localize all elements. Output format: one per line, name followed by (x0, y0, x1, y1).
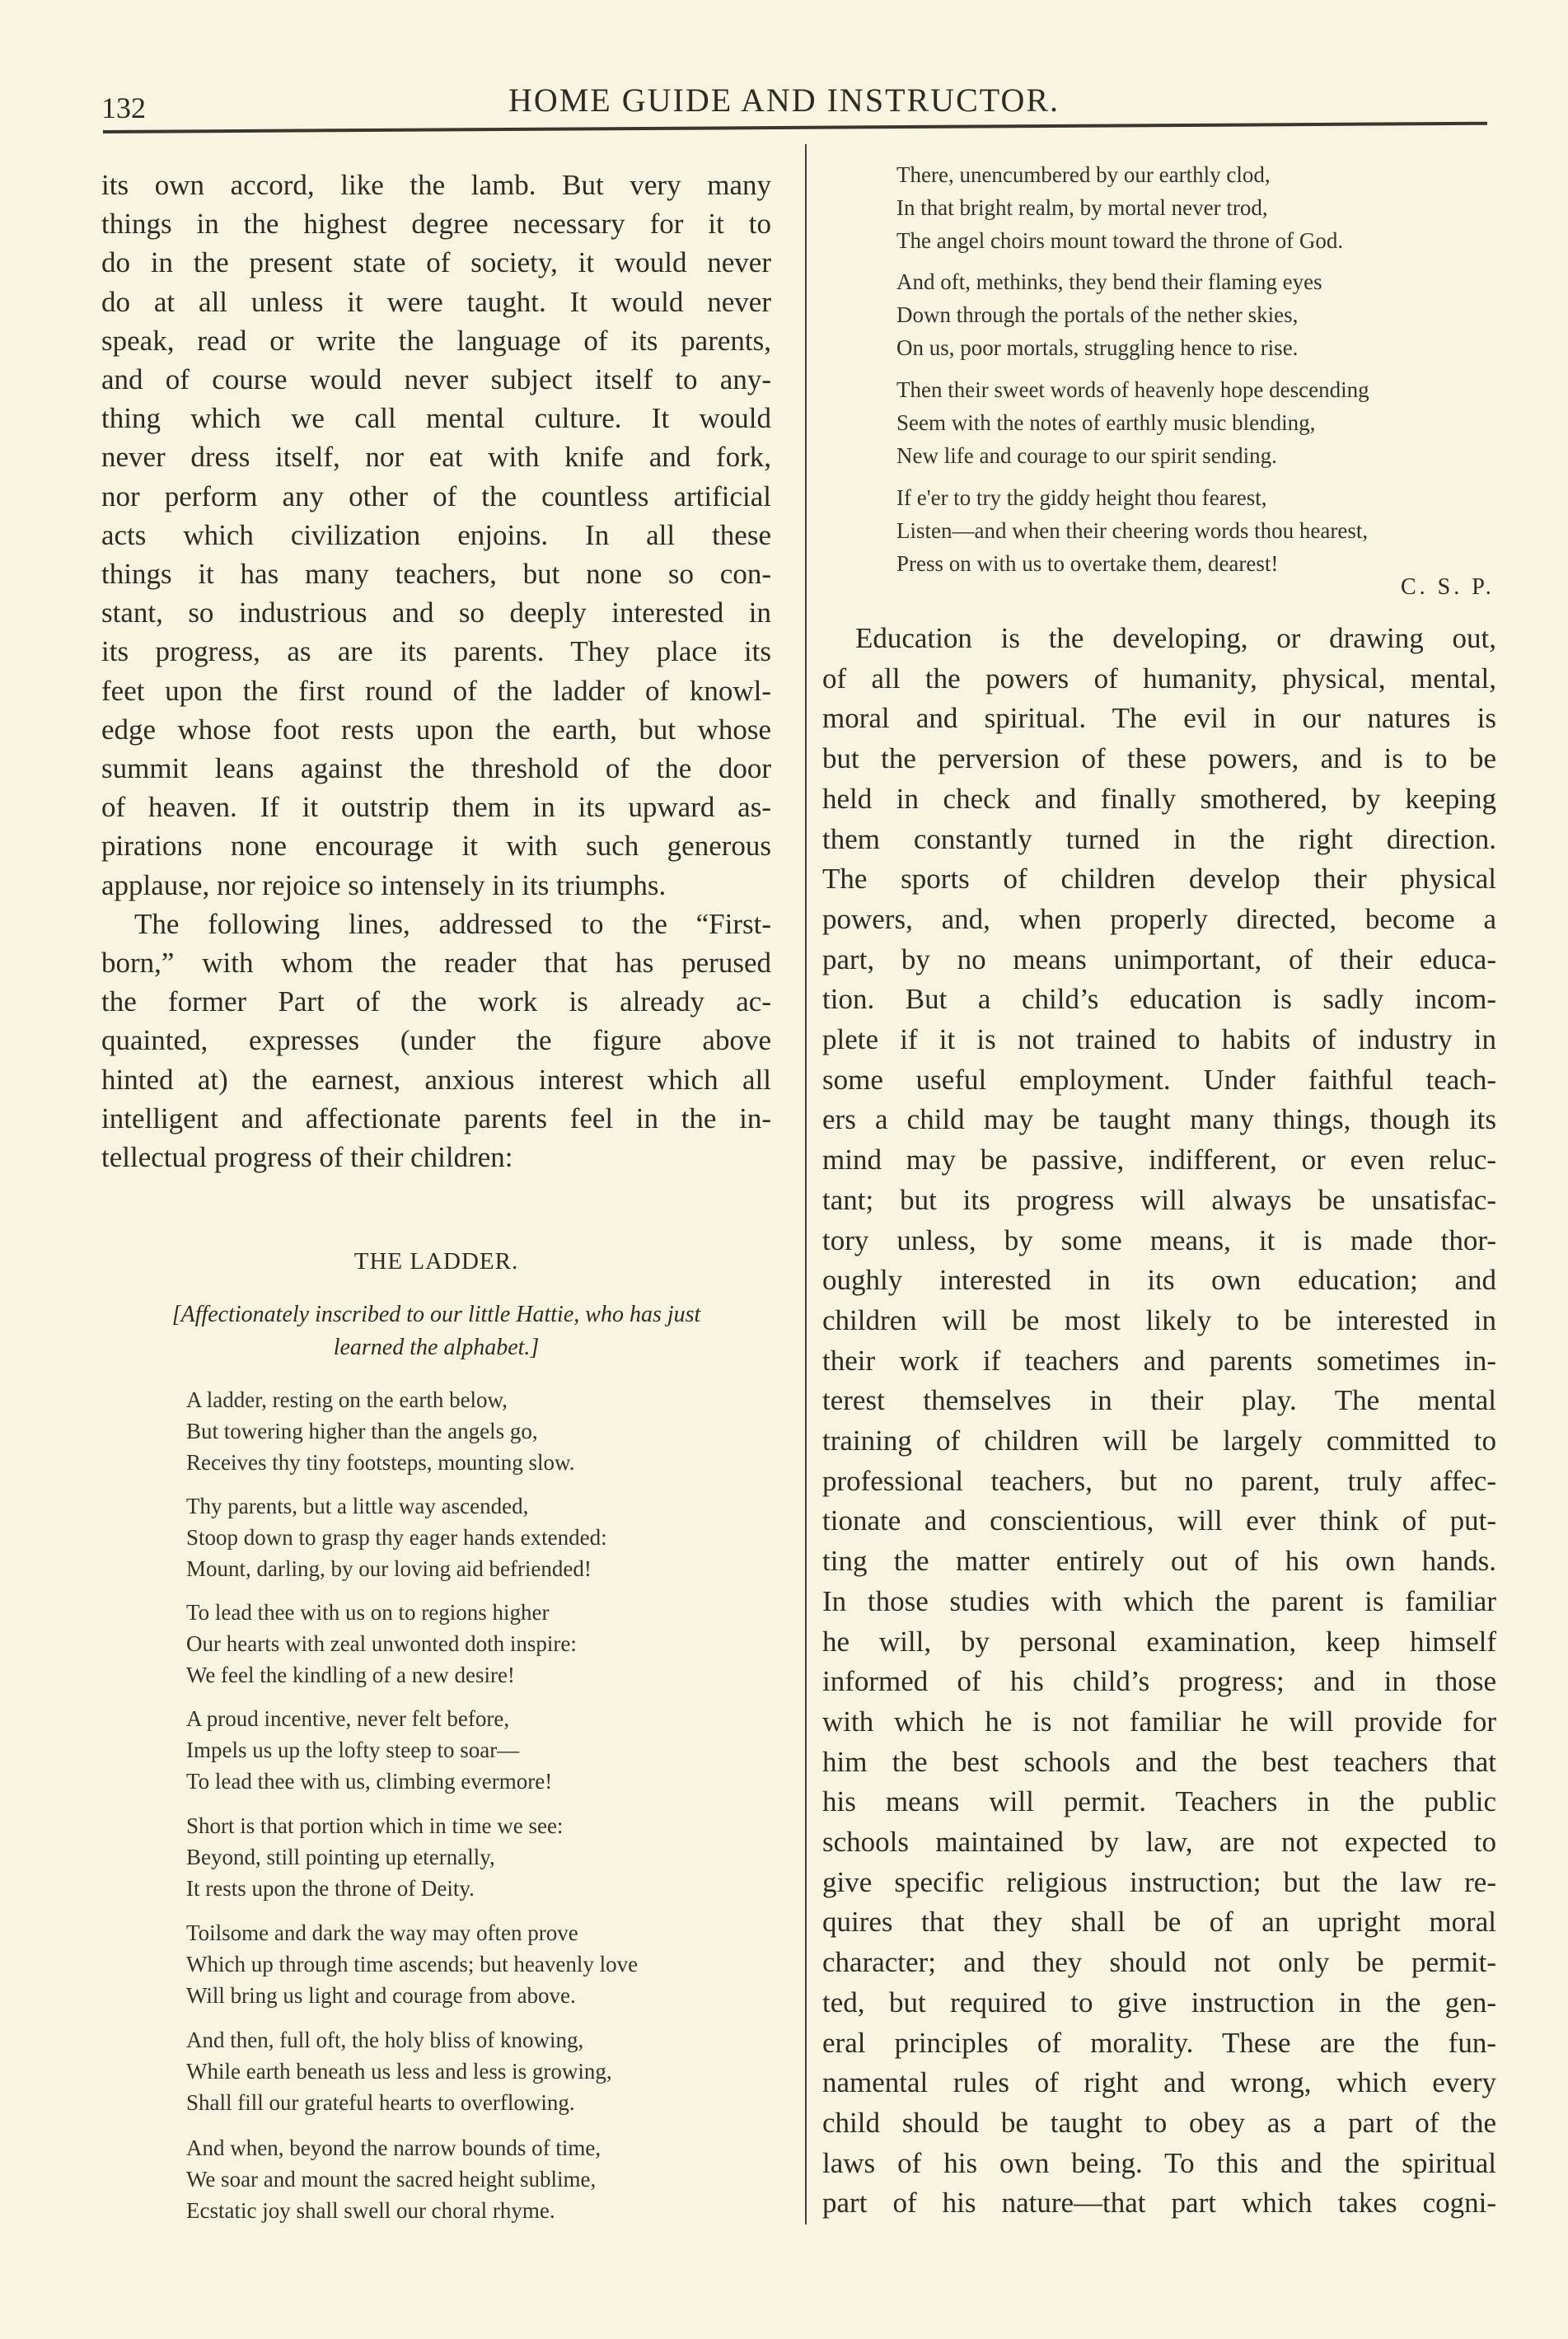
text-line: The sports of children develop their physical (822, 863, 1496, 896)
poem-line: Which up through time ascends; but heavenly love (186, 1952, 639, 1976)
text-line: eral principles of morality. These are the fun- (822, 2026, 1496, 2059)
text-line: feet upon the first round of the ladder of knowl- (101, 674, 771, 707)
text-line: powers, and, when properly directed, become a (822, 902, 1496, 935)
text-line: give specific religious instruction; but the law re- (822, 1865, 1496, 1898)
text-line: stant, so industrious and so deeply interested in (101, 596, 771, 629)
poem-line: On us, poor mortals, struggling hence to rise. (896, 335, 1299, 360)
text-line: ers a child may be taught many things, though its (822, 1103, 1496, 1136)
text-line: edge whose foot rests upon the earth, but whose (101, 713, 771, 746)
text-line: hinted at) the earnest, anxious interest which all (101, 1063, 771, 1096)
text-line: terest themselves in their play. The mental (822, 1384, 1496, 1417)
poem-line: We soar and mount the sacred height sublime, (186, 2167, 597, 2192)
text-line: speak, read or write the language of its parents, (101, 324, 771, 357)
poem-line: To lead thee with us on to regions higher (186, 1600, 550, 1625)
poem-line: A ladder, resting on the earth below, (186, 1387, 508, 1412)
text-line: but the perversion of these powers, and is to be (822, 742, 1496, 775)
poem-line: Shall fill our grateful hearts to overflowing. (186, 2090, 575, 2115)
text-line: plete if it is not trained to habits of industry in (822, 1023, 1496, 1055)
poem-line: Impels us up the lofty steep to soar— (186, 1738, 520, 1762)
text-line: and of course would never subject itself to any- (101, 363, 771, 395)
text-line: do at all unless it were taught. It would never (101, 285, 771, 318)
text-line: child should be taught to obey as a part of the (822, 2106, 1496, 2139)
text-line: his means will permit. Teachers in the public (822, 1785, 1496, 1818)
poem-line: If e'er to try the giddy height thou fearest, (896, 485, 1267, 510)
poem-line: But towering higher than the angels go, (186, 1419, 538, 1443)
text-line: professional teachers, but no parent, truly affec- (822, 1464, 1496, 1497)
poem-line: And then, full oft, the holy bliss of knowing, (186, 2028, 584, 2052)
text-line: tellectual progress of their children: (101, 1141, 513, 1173)
poem-line: The angel choirs mount toward the throne of God. (896, 228, 1344, 253)
text-line: born,” with whom the reader that has perused (101, 947, 771, 979)
text-line: tion. But a child’s education is sadly incom- (822, 983, 1496, 1016)
poem-line: New life and courage to our spirit sending. (896, 443, 1277, 468)
text-line: things in the highest degree necessary for it to (101, 208, 771, 241)
text-line: The following lines, addressed to the “First- (134, 907, 771, 940)
poem-line: In that bright realm, by mortal never trod, (896, 195, 1268, 220)
text-line: him the best schools and the best teachers that (822, 1745, 1496, 1778)
poem-line: Beyond, still pointing up eternally, (186, 1845, 495, 1869)
text-line: intelligent and affectionate parents feel in the in- (101, 1102, 771, 1134)
poem-line: Press on with us to overtake them, dearest! (896, 551, 1279, 576)
text-line: laws of his own being. To this and the spiritual (822, 2146, 1496, 2179)
text-line: tionate and conscientious, will ever think of put- (822, 1504, 1496, 1537)
text-line: summit leans against the threshold of the door (101, 752, 771, 784)
poem-line: Listen—and when their cheering words thou hearest, (896, 518, 1369, 543)
poem-line: A proud incentive, never felt before, (186, 1706, 510, 1731)
text-line: schools maintained by law, are not expected to (822, 1826, 1496, 1858)
text-line: them constantly turned in the right direction. (822, 822, 1496, 855)
poem-line: While earth beneath us less and less is growing, (186, 2059, 612, 2084)
poem-line: To lead thee with us, climbing evermore! (186, 1769, 553, 1794)
text-line: informed of his child’s progress; and in those (822, 1665, 1496, 1698)
poem-line: And when, beyond the narrow bounds of time, (186, 2136, 601, 2160)
text-line: of all the powers of humanity, physical, mental, (822, 662, 1496, 695)
text-line: tory unless, by some means, it is made thor- (822, 1223, 1496, 1256)
text-line: their work if teachers and parents sometimes in- (822, 1344, 1496, 1377)
text-line: thing which we call mental culture. It would (101, 402, 771, 435)
text-line: the former Part of the work is already ac- (101, 985, 771, 1018)
text-line: part, by no means unimportant, of their educa- (822, 943, 1496, 975)
text-line: mind may be passive, indifferent, or even reluc- (822, 1144, 1496, 1177)
text-line: acts which civilization enjoins. In all these (101, 518, 771, 551)
poem-line: Will bring us light and courage from above. (186, 1983, 576, 2008)
text-line: things it has many teachers, but none so con- (101, 558, 771, 590)
poem-line: Short is that portion which in time we see: (186, 1813, 564, 1838)
text-line: tant; but its progress will always be unsatisfac- (822, 1183, 1496, 1216)
poem-line: Then their sweet words of heavenly hope descending (896, 377, 1369, 402)
text-line: In those studies with which the parent is familiar (822, 1584, 1496, 1617)
poem-line: Seem with the notes of earthly music blending, (896, 410, 1316, 435)
text-line: held in check and finally smothered, by keeping (822, 782, 1496, 815)
poem-line: Ecstatic joy shall swell our choral rhyme. (186, 2198, 555, 2223)
text-line: he will, by personal examination, keep himself (822, 1625, 1496, 1658)
text-line: with which he is not familiar he will provide for (822, 1705, 1496, 1738)
text-line: do in the present state of society, it would never (101, 246, 771, 279)
poem-line: And oft, methinks, they bend their flaming eyes (896, 269, 1322, 294)
running-title: HOME GUIDE AND INSTRUCTOR. (508, 82, 1060, 119)
text-line: character; and they should not only be permit- (822, 1946, 1496, 1979)
text-line: pirations none encourage it with such generous (101, 830, 771, 863)
poem-line: Down through the portals of the nether skies, (896, 302, 1299, 327)
text-line: of heaven. If it outstrip them in its upward as- (101, 791, 771, 824)
text-line: its own accord, like the lamb. But very many (101, 169, 771, 201)
poem-line: We feel the kindling of a new desire! (186, 1663, 515, 1687)
text-line: ted, but required to give instruction in the gen- (822, 1986, 1496, 2019)
poem-line: Thy parents, but a little way ascended, (186, 1494, 529, 1518)
poem-line: It rests upon the throne of Deity. (186, 1876, 475, 1901)
text-line: children will be most likely to be interested in (822, 1303, 1496, 1336)
text-line: ting the matter entirely out of his own hands. (822, 1545, 1496, 1578)
poem-signature: C. S. P. (1401, 574, 1495, 600)
text-line: part of his nature—that part which takes cogni- (822, 2187, 1496, 2220)
poem-line: Toilsome and dark the way may often prove (186, 1920, 578, 1945)
poem-line: Receives thy tiny footsteps, mounting slow. (186, 1450, 575, 1475)
text-line: namental rules of right and wrong, which every (822, 2066, 1496, 2099)
poem-line: There, unencumbered by our earthly clod, (896, 162, 1271, 187)
text-line: moral and spiritual. The evil in our natures is (822, 702, 1496, 735)
text-line: oughly interested in its own education; and (822, 1264, 1496, 1297)
poem-title: THE LADDER. (353, 1248, 519, 1275)
poem-line: Mount, darling, by our loving aid befriended! (186, 1556, 592, 1581)
poem-dedication-continued: learned the alphabet.] (333, 1335, 540, 1360)
text-line: some useful employment. Under faithful teach- (822, 1063, 1496, 1096)
text-line: Education is the developing, or drawing out, (855, 622, 1496, 654)
text-line: nor perform any other of the countless artificial (101, 479, 771, 512)
text-line: applause, nor rejoice so intensely in its triumphs. (101, 868, 667, 901)
text-line: quires that they shall be of an upright moral (822, 1906, 1496, 1939)
poem-line: Stoop down to grasp thy eager hands extended: (186, 1525, 607, 1550)
text-line: quainted, expresses (under the figure above (101, 1024, 771, 1057)
text-line: training of children will be largely committed to (822, 1424, 1496, 1457)
column-divider (805, 144, 807, 2224)
text-line: never dress itself, nor eat with knife and fork, (101, 441, 771, 474)
poem-dedication: [Affectionately inscribed to our little Hattie, who has just (171, 1302, 701, 1327)
page-number: 132 (101, 91, 146, 124)
text-line: its progress, as are its parents. They place its (101, 635, 771, 668)
header-rule (103, 122, 1487, 133)
poem-line: Our hearts with zeal unwonted doth inspire: (186, 1631, 577, 1656)
